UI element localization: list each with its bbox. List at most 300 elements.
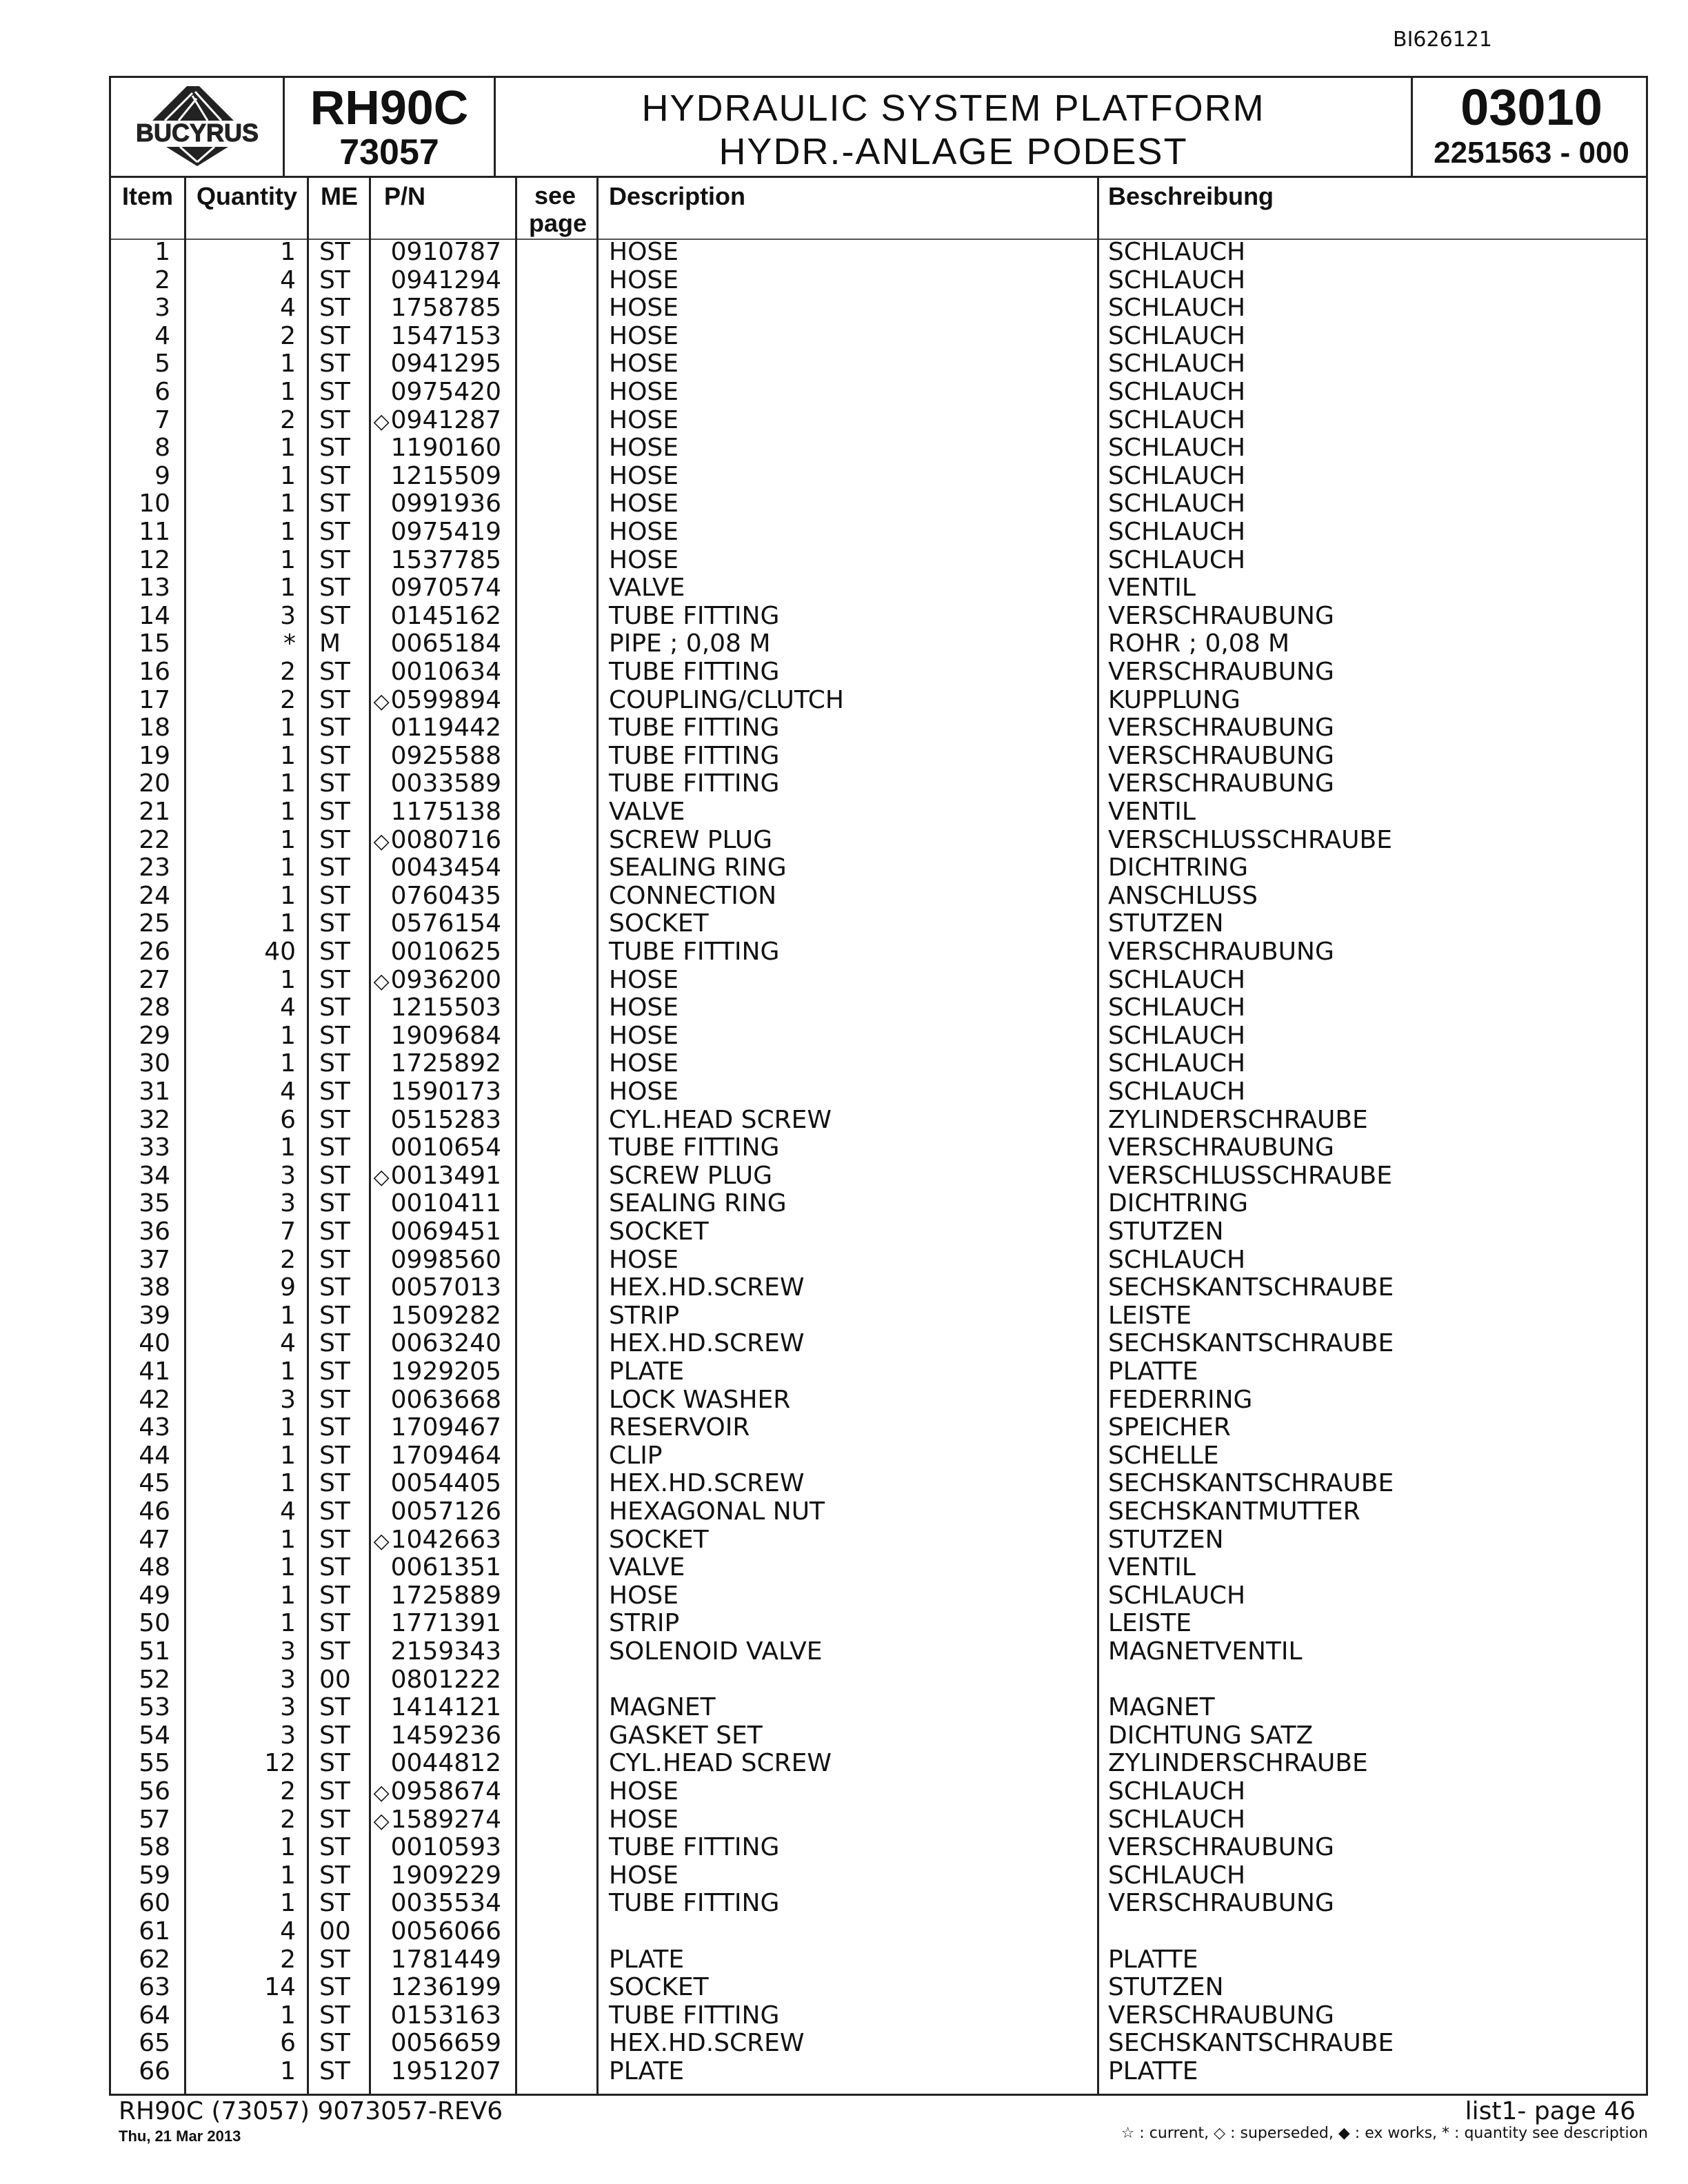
item-cell: 9 <box>154 461 170 490</box>
part-number-text: 0080716 <box>390 825 501 854</box>
unit-cell: ST <box>319 265 350 294</box>
description-cell: HOSE <box>609 405 679 434</box>
quantity-cell: 1 <box>280 2001 296 2030</box>
quantity-cell: 2 <box>280 405 296 434</box>
table-row <box>111 547 1646 575</box>
quantity-cell: 1 <box>280 350 296 378</box>
unit-cell: ST <box>319 489 350 518</box>
table-row <box>111 378 1646 407</box>
item-cell: 47 <box>139 1525 170 1554</box>
beschreibung-cell: VERSCHRAUBUNG <box>1108 714 1334 742</box>
item-cell: 32 <box>139 1105 170 1134</box>
unit-cell: ST <box>319 601 350 630</box>
table-row <box>111 967 1646 995</box>
item-cell: 58 <box>139 1833 170 1862</box>
unit-cell: ST <box>319 1357 350 1386</box>
description-cell: SOCKET <box>609 1217 709 1246</box>
model-cell <box>285 78 496 176</box>
header <box>111 78 1646 178</box>
footer-legend: ☆ : current, ◇ : superseded, ◆ : ex works, * : quantity see description <box>1121 2125 1648 2142</box>
part-number-cell: 0576154 <box>390 909 501 938</box>
table-row <box>111 2002 1646 2030</box>
description-cell: STRIP <box>609 1301 680 1330</box>
beschreibung-cell: SCHLAUCH <box>1108 321 1246 350</box>
beschreibung-cell: VERSCHRAUBUNG <box>1108 741 1334 770</box>
beschreibung-cell: VERSCHRAUBUNG <box>1108 658 1334 686</box>
beschreibung-cell: PLATTE <box>1108 1357 1198 1386</box>
unit-cell: ST <box>319 238 350 266</box>
description-cell: MAGNET <box>609 1693 716 1722</box>
superseded-icon: ◇ <box>373 409 390 434</box>
unit-cell: ST <box>319 685 350 714</box>
beschreibung-cell: ROHR ; 0,08 M <box>1108 629 1290 658</box>
table-row <box>111 1190 1646 1218</box>
quantity-cell: 1 <box>280 545 296 574</box>
table-row <box>111 1582 1646 1610</box>
item-cell: 18 <box>139 714 170 742</box>
unit-cell: ST <box>319 1581 350 1610</box>
item-cell: 48 <box>139 1553 170 1582</box>
table-row <box>111 1134 1646 1162</box>
part-number-cell: 1215509 <box>390 461 501 490</box>
beschreibung-cell: VERSCHLUSSCHRAUBE <box>1108 1161 1392 1190</box>
item-cell: 33 <box>139 1133 170 1162</box>
unit-cell: ST <box>319 881 350 910</box>
quantity-cell: 3 <box>280 1665 296 1694</box>
group-sub-code: 2251563 - 000 <box>1434 136 1629 170</box>
description-cell: VALVE <box>609 798 685 826</box>
item-cell: 60 <box>139 1889 170 1918</box>
quantity-cell: 1 <box>280 1861 296 1890</box>
part-number-cell <box>374 1526 501 1555</box>
quantity-cell: 1 <box>280 461 296 490</box>
description-cell: HOSE <box>609 238 679 266</box>
item-cell: 43 <box>139 1413 170 1442</box>
part-number-cell: 1175138 <box>390 798 501 826</box>
description-cell: HOSE <box>609 265 679 294</box>
beschreibung-cell: LEISTE <box>1108 1609 1192 1638</box>
quantity-cell: 1 <box>280 378 296 406</box>
part-number-cell: 1709467 <box>390 1413 501 1442</box>
item-cell: 29 <box>139 1021 170 1050</box>
table-row <box>111 1330 1646 1358</box>
bucyrus-logo-icon <box>111 78 285 176</box>
table-row <box>111 658 1646 687</box>
description-cell: HOSE <box>609 489 679 518</box>
description-cell: HOSE <box>609 1021 679 1050</box>
quantity-cell: 7 <box>280 1217 296 1246</box>
item-cell: 64 <box>139 2001 170 2030</box>
part-number-cell: 1509282 <box>390 1301 501 1330</box>
table-row <box>111 714 1646 742</box>
part-number-cell: 0033589 <box>390 769 501 798</box>
quantity-cell: 3 <box>280 601 296 630</box>
beschreibung-cell: SECHSKANTMUTTER <box>1108 1497 1360 1526</box>
beschreibung-cell: VERSCHRAUBUNG <box>1108 769 1334 798</box>
quantity-cell: 1 <box>280 574 296 603</box>
beschreibung-cell: KUPPLUNG <box>1108 685 1240 714</box>
quantity-cell: 1 <box>280 2057 296 2085</box>
description-cell: SOCKET <box>609 1973 709 2002</box>
parts-list-frame <box>109 76 1648 2096</box>
part-number-cell <box>374 687 501 716</box>
part-number-cell: 0065184 <box>390 629 501 658</box>
quantity-cell: 1 <box>280 1525 296 1554</box>
table-row <box>111 1498 1646 1526</box>
part-number-cell: 1781449 <box>390 1945 501 1974</box>
beschreibung-cell: VERSCHRAUBUNG <box>1108 1889 1334 1918</box>
title-german: HYDR.-ANLAGE PODEST <box>719 131 1188 172</box>
item-cell: 59 <box>139 1861 170 1890</box>
item-cell: 10 <box>139 489 170 518</box>
description-cell: HOSE <box>609 1861 679 1890</box>
beschreibung-cell: DICHTUNG SATZ <box>1108 1721 1314 1750</box>
item-cell: 13 <box>139 574 170 603</box>
part-number-cell: 0063668 <box>390 1385 501 1414</box>
quantity-cell: 40 <box>264 938 296 966</box>
part-number-cell: 1758785 <box>390 294 501 323</box>
beschreibung-cell: VERSCHRAUBUNG <box>1108 1833 1334 1862</box>
item-cell: 66 <box>139 2057 170 2085</box>
part-number-cell: 0057013 <box>390 1273 501 1302</box>
table-row <box>111 882 1646 911</box>
beschreibung-cell: SCHLAUCH <box>1108 489 1246 518</box>
unit-cell: ST <box>319 2057 350 2085</box>
unit-cell: ST <box>319 350 350 378</box>
part-number-cell: 0145162 <box>390 601 501 630</box>
description-cell: CLIP <box>609 1441 663 1470</box>
unit-cell: ST <box>319 1049 350 1078</box>
table-row <box>111 490 1646 518</box>
col-see-page <box>529 178 587 239</box>
part-number-cell: 0010593 <box>390 1833 501 1862</box>
beschreibung-cell: STUTZEN <box>1108 909 1224 938</box>
beschreibung-cell: MAGNET <box>1108 1693 1215 1722</box>
description-cell: HEX.HD.SCREW <box>609 1469 805 1498</box>
quantity-cell: 1 <box>280 714 296 742</box>
table-row <box>111 434 1646 463</box>
quantity-cell: 1 <box>280 1133 296 1162</box>
footer-document-ref: RH90C (73057) 9073057-REV6 <box>119 2097 503 2125</box>
quantity-cell: 1 <box>280 853 296 882</box>
unit-cell: ST <box>319 1189 350 1218</box>
description-cell: SOCKET <box>609 909 709 938</box>
part-number-cell: 0061351 <box>390 1553 501 1582</box>
item-cell: 1 <box>154 238 170 266</box>
quantity-cell: 2 <box>280 658 296 686</box>
part-number-cell: 0063240 <box>390 1329 501 1358</box>
description-cell: HOSE <box>609 965 679 994</box>
beschreibung-cell: SCHLAUCH <box>1108 1245 1246 1274</box>
quantity-cell: 1 <box>280 518 296 546</box>
unit-cell: 00 <box>319 1917 351 1945</box>
quantity-cell: 1 <box>280 238 296 266</box>
col-beschreibung: Beschreibung <box>1108 182 1274 210</box>
beschreibung-cell: SCHLAUCH <box>1108 1805 1246 1834</box>
item-cell: 7 <box>154 405 170 434</box>
unit-cell: ST <box>319 1497 350 1526</box>
item-cell: 11 <box>139 518 170 546</box>
quantity-cell: 4 <box>280 1078 296 1106</box>
quantity-cell: 1 <box>280 909 296 938</box>
beschreibung-cell: FEDERRING <box>1108 1385 1253 1414</box>
table-row <box>111 1470 1646 1498</box>
quantity-cell: 1 <box>280 1469 296 1498</box>
quantity-cell: 3 <box>280 1693 296 1722</box>
part-number-cell <box>374 827 501 856</box>
item-cell: 24 <box>139 881 170 910</box>
table-row <box>111 1022 1646 1051</box>
footer-date: Thu, 21 Mar 2013 <box>119 2127 241 2145</box>
part-number-cell: 1547153 <box>390 321 501 350</box>
item-cell: 14 <box>139 601 170 630</box>
table-row <box>111 630 1646 658</box>
beschreibung-cell: SCHLAUCH <box>1108 1777 1246 1806</box>
item-cell: 21 <box>139 798 170 826</box>
unit-cell: ST <box>319 294 350 323</box>
quantity-cell: 2 <box>280 685 296 714</box>
part-number-cell: 2159343 <box>390 1637 501 1666</box>
item-cell: 37 <box>139 1245 170 1274</box>
quantity-cell: 3 <box>280 1637 296 1666</box>
quantity-cell: 1 <box>280 741 296 770</box>
item-cell: 39 <box>139 1301 170 1330</box>
unit-cell: ST <box>319 434 350 463</box>
description-cell: PLATE <box>609 1357 685 1386</box>
beschreibung-cell: VERSCHRAUBUNG <box>1108 1133 1334 1162</box>
unit-cell: ST <box>319 1693 350 1722</box>
quantity-cell: 3 <box>280 1721 296 1750</box>
part-number-cell: 0153163 <box>390 2001 501 2030</box>
quantity-cell: 1 <box>280 798 296 826</box>
superseded-icon: ◇ <box>373 829 390 853</box>
unit-cell: ST <box>319 1945 350 1974</box>
description-cell: RESERVOIR <box>609 1413 750 1442</box>
beschreibung-cell: STUTZEN <box>1108 1217 1224 1246</box>
part-number-cell: 0043454 <box>390 853 501 882</box>
item-cell: 30 <box>139 1049 170 1078</box>
table-row <box>111 1526 1646 1555</box>
beschreibung-cell: PLATTE <box>1108 2057 1198 2085</box>
beschreibung-cell: SCHLAUCH <box>1108 461 1246 490</box>
part-number-cell: 1725892 <box>390 1049 501 1078</box>
unit-cell: ST <box>319 1217 350 1246</box>
item-cell: 12 <box>139 545 170 574</box>
description-cell: TUBE FITTING <box>609 1133 780 1162</box>
unit-cell: ST <box>319 1609 350 1638</box>
unit-cell: ST <box>319 1245 350 1274</box>
quantity-cell: 4 <box>280 1497 296 1526</box>
quantity-cell: 1 <box>280 1357 296 1386</box>
item-cell: 28 <box>139 993 170 1022</box>
part-number-cell: 0119442 <box>390 714 501 742</box>
quantity-cell: 3 <box>280 1161 296 1190</box>
unit-cell: ST <box>319 1525 350 1554</box>
table-row <box>111 994 1646 1022</box>
part-number-cell: 0910787 <box>390 238 501 266</box>
item-cell: 5 <box>154 350 170 378</box>
quantity-cell: 1 <box>280 434 296 463</box>
description-cell: HOSE <box>609 461 679 490</box>
unit-cell: ST <box>319 2001 350 2030</box>
table-row <box>111 1722 1646 1750</box>
part-number-text: 1589274 <box>390 1805 501 1834</box>
part-number-cell <box>374 967 501 995</box>
part-number-text: 0958674 <box>390 1777 501 1806</box>
unit-cell: ST <box>319 1413 350 1442</box>
part-number-cell: 1190160 <box>390 434 501 463</box>
table-row <box>111 1554 1646 1582</box>
description-cell: SEALING RING <box>609 1189 787 1218</box>
part-number-text: 0013491 <box>390 1161 501 1190</box>
item-cell: 20 <box>139 769 170 798</box>
quantity-cell: 1 <box>280 1413 296 1442</box>
beschreibung-cell: VERSCHRAUBUNG <box>1108 938 1334 966</box>
table-row <box>111 1890 1646 1918</box>
table-row <box>111 854 1646 882</box>
group-code: 03010 <box>1460 79 1602 136</box>
description-cell: TUBE FITTING <box>609 1889 780 1918</box>
description-cell: HOSE <box>609 321 679 350</box>
beschreibung-cell: SCHLAUCH <box>1108 1021 1246 1050</box>
description-cell: LOCK WASHER <box>609 1385 791 1414</box>
item-cell: 15 <box>139 629 170 658</box>
beschreibung-cell: DICHTRING <box>1108 853 1248 882</box>
beschreibung-cell: VENTIL <box>1108 1553 1196 1582</box>
item-cell: 23 <box>139 853 170 882</box>
title-cell <box>496 78 1413 176</box>
part-number-cell <box>374 1806 501 1835</box>
beschreibung-cell: MAGNETVENTIL <box>1108 1637 1303 1666</box>
unit-cell: ST <box>319 1133 350 1162</box>
table-row <box>111 1806 1646 1834</box>
beschreibung-cell: ZYLINDERSCHRAUBE <box>1108 1749 1368 1778</box>
item-cell: 46 <box>139 1497 170 1526</box>
part-number-cell: 1709464 <box>390 1441 501 1470</box>
description-cell: SOLENOID VALVE <box>609 1637 823 1666</box>
item-cell: 40 <box>139 1329 170 1358</box>
beschreibung-cell: SECHSKANTSCHRAUBE <box>1108 1273 1394 1302</box>
beschreibung-cell: SCHLAUCH <box>1108 518 1246 546</box>
part-number-cell: 1215503 <box>390 993 501 1022</box>
unit-cell: ST <box>319 1833 350 1862</box>
unit-cell: ST <box>319 1441 350 1470</box>
part-number-cell: 0925588 <box>390 741 501 770</box>
svg-text:BUCYRUS: BUCYRUS <box>135 119 259 147</box>
table-row <box>111 827 1646 855</box>
unit-cell: ST <box>319 1385 350 1414</box>
table-row <box>111 574 1646 603</box>
quantity-cell: 1 <box>280 825 296 854</box>
model-name: RH90C <box>310 81 469 134</box>
unit-cell: ST <box>319 853 350 882</box>
superseded-icon: ◇ <box>373 1808 390 1833</box>
description-cell: GASKET SET <box>609 1721 763 1750</box>
description-cell: SCREW PLUG <box>609 825 773 854</box>
item-cell: 52 <box>139 1665 170 1694</box>
table-row <box>111 1414 1646 1442</box>
table-row <box>111 350 1646 378</box>
unit-cell: ST <box>319 1777 350 1806</box>
part-number-cell: 0054405 <box>390 1469 501 1498</box>
beschreibung-cell: SCHLAUCH <box>1108 1078 1246 1106</box>
table-row <box>111 1274 1646 1302</box>
description-cell: VALVE <box>609 1553 685 1582</box>
part-number-cell: 1725889 <box>390 1581 501 1610</box>
beschreibung-cell: SCHLAUCH <box>1108 238 1246 266</box>
quantity-cell: 1 <box>280 1581 296 1610</box>
col-quantity: Quantity <box>197 182 298 210</box>
unit-cell: ST <box>319 321 350 350</box>
table-row <box>111 910 1646 938</box>
description-cell: HEXAGONAL NUT <box>609 1497 825 1526</box>
description-cell: HOSE <box>609 1777 679 1806</box>
quantity-cell: 1 <box>280 1889 296 1918</box>
description-cell: PLATE <box>609 2057 685 2085</box>
description-cell: HOSE <box>609 1078 679 1106</box>
beschreibung-cell: STUTZEN <box>1108 1973 1224 2002</box>
item-cell: 50 <box>139 1609 170 1638</box>
footer-page-number: list1- page 46 <box>1465 2097 1636 2125</box>
quantity-cell: 4 <box>280 993 296 1022</box>
unit-cell: ST <box>319 1749 350 1778</box>
beschreibung-cell: SCHELLE <box>1108 1441 1219 1470</box>
table-row <box>111 239 1646 267</box>
table-row <box>111 742 1646 771</box>
quantity-cell: 4 <box>280 265 296 294</box>
quantity-cell: 3 <box>280 1189 296 1218</box>
item-cell: 8 <box>154 434 170 463</box>
quantity-cell: 1 <box>280 1441 296 1470</box>
description-cell: CYL.HEAD SCREW <box>609 1105 832 1134</box>
unit-cell: ST <box>319 798 350 826</box>
beschreibung-cell: SCHLAUCH <box>1108 294 1246 323</box>
title-english: HYDRAULIC SYSTEM PLATFORM <box>641 88 1265 129</box>
quantity-cell: 2 <box>280 1945 296 1974</box>
part-number-cell: 0801222 <box>390 1665 501 1694</box>
table-row <box>111 1442 1646 1470</box>
item-cell: 26 <box>139 938 170 966</box>
beschreibung-cell: SCHLAUCH <box>1108 993 1246 1022</box>
description-cell: SEALING RING <box>609 853 787 882</box>
part-number-cell: 0010654 <box>390 1133 501 1162</box>
quantity-cell: 6 <box>280 1105 296 1134</box>
part-number-text: 0941287 <box>390 405 501 434</box>
part-number-cell: 0941295 <box>390 350 501 378</box>
table-row <box>111 1694 1646 1722</box>
quantity-cell: 1 <box>280 1049 296 1078</box>
description-cell: HOSE <box>609 545 679 574</box>
unit-cell: ST <box>319 1301 350 1330</box>
part-number-cell: 0056659 <box>390 2029 501 2058</box>
beschreibung-cell: SCHLAUCH <box>1108 1861 1246 1890</box>
table-row <box>111 1834 1646 1862</box>
item-cell: 57 <box>139 1805 170 1834</box>
superseded-icon: ◇ <box>373 689 390 714</box>
item-cell: 3 <box>154 294 170 323</box>
unit-cell: 00 <box>319 1665 351 1694</box>
quantity-cell: 2 <box>280 1245 296 1274</box>
part-number-text: 0936200 <box>390 965 501 994</box>
description-cell: TUBE FITTING <box>609 769 780 798</box>
item-cell: 35 <box>139 1189 170 1218</box>
table-row <box>111 798 1646 827</box>
description-cell: HOSE <box>609 993 679 1022</box>
beschreibung-cell: STUTZEN <box>1108 1525 1224 1554</box>
part-number-cell: 1909684 <box>390 1021 501 1050</box>
unit-cell: ST <box>319 2029 350 2058</box>
unit-cell: ST <box>319 1469 350 1498</box>
